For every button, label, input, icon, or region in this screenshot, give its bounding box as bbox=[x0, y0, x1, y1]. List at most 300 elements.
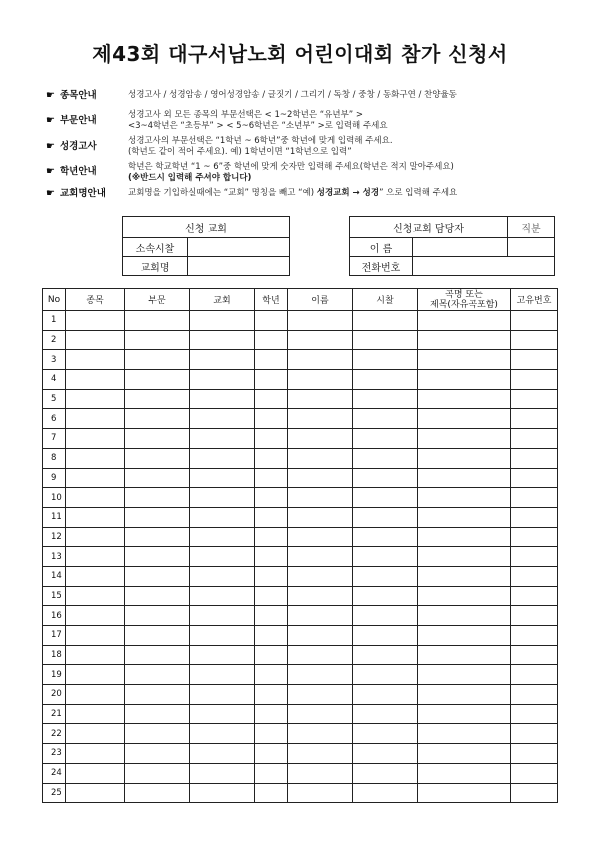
table-cell[interactable] bbox=[125, 429, 190, 449]
church-name-field[interactable] bbox=[188, 257, 290, 276]
table-cell[interactable] bbox=[66, 744, 125, 764]
table-row bbox=[43, 744, 558, 764]
table-cell[interactable] bbox=[255, 547, 288, 567]
row-number: 22 bbox=[43, 724, 66, 744]
table-cell[interactable] bbox=[255, 586, 288, 606]
table-cell[interactable] bbox=[125, 448, 190, 468]
table-cell[interactable] bbox=[288, 645, 353, 665]
table-cell[interactable] bbox=[190, 566, 255, 586]
table-cell[interactable] bbox=[418, 527, 511, 547]
table-cell[interactable] bbox=[353, 409, 418, 429]
row-number: 6 bbox=[43, 409, 66, 429]
table-row bbox=[43, 724, 558, 744]
table-cell[interactable] bbox=[511, 429, 558, 449]
table-cell[interactable] bbox=[418, 763, 511, 783]
table-cell[interactable] bbox=[66, 783, 125, 803]
table-cell[interactable] bbox=[353, 763, 418, 783]
col-division: 부문 bbox=[125, 289, 190, 311]
table-cell[interactable] bbox=[418, 744, 511, 764]
guide-text-emphasis: (※반드시 입력해 주셔야 합니다) bbox=[128, 173, 252, 183]
table-cell[interactable] bbox=[511, 685, 558, 705]
church-info-table bbox=[122, 216, 290, 276]
table-cell[interactable] bbox=[190, 448, 255, 468]
table-cell[interactable] bbox=[125, 783, 190, 803]
row-number: 19 bbox=[43, 665, 66, 685]
table-cell[interactable] bbox=[288, 665, 353, 685]
row-number: 7 bbox=[43, 429, 66, 449]
table-cell[interactable] bbox=[190, 704, 255, 724]
table-cell[interactable] bbox=[66, 763, 125, 783]
table-cell[interactable] bbox=[511, 448, 558, 468]
table-cell[interactable] bbox=[353, 665, 418, 685]
table-cell[interactable] bbox=[288, 409, 353, 429]
table-cell[interactable] bbox=[353, 330, 418, 350]
table-cell[interactable] bbox=[511, 665, 558, 685]
table-cell[interactable] bbox=[418, 586, 511, 606]
col-song-title bbox=[418, 289, 511, 311]
table-cell[interactable] bbox=[125, 704, 190, 724]
table-cell[interactable] bbox=[255, 685, 288, 705]
table-cell[interactable] bbox=[288, 704, 353, 724]
table-cell[interactable] bbox=[418, 547, 511, 567]
table-cell[interactable] bbox=[190, 783, 255, 803]
col-song-title-line1: 곡명 또는 bbox=[445, 289, 483, 300]
table-cell[interactable] bbox=[288, 389, 353, 409]
table-cell[interactable] bbox=[511, 488, 558, 508]
table-cell[interactable] bbox=[255, 311, 288, 331]
table-cell[interactable] bbox=[255, 350, 288, 370]
table-cell[interactable] bbox=[255, 665, 288, 685]
table-cell[interactable] bbox=[255, 763, 288, 783]
table-cell[interactable] bbox=[190, 547, 255, 567]
table-cell[interactable] bbox=[288, 370, 353, 390]
church-name-label: 교회명 bbox=[123, 257, 188, 276]
guide-text-suffix: ” 으로 입력해 주세요 bbox=[379, 188, 458, 198]
table-row bbox=[43, 586, 558, 606]
table-cell[interactable] bbox=[255, 704, 288, 724]
table-cell[interactable] bbox=[353, 448, 418, 468]
table-cell[interactable] bbox=[66, 665, 125, 685]
table-cell[interactable] bbox=[66, 586, 125, 606]
table-cell[interactable] bbox=[353, 311, 418, 331]
table-cell[interactable] bbox=[418, 783, 511, 803]
table-cell[interactable] bbox=[66, 724, 125, 744]
table-cell[interactable] bbox=[66, 704, 125, 724]
table-cell[interactable] bbox=[66, 429, 125, 449]
table-cell[interactable] bbox=[66, 448, 125, 468]
guide-label: 교회명안내 bbox=[60, 188, 106, 199]
guide-text: 성경고사 / 성경암송 / 영어성경암송 / 글짓기 / 그리기 / 독창 / 중창 / 동화구연 / 찬양율동 bbox=[128, 90, 457, 100]
table-cell[interactable] bbox=[255, 448, 288, 468]
table-cell[interactable] bbox=[255, 527, 288, 547]
table-cell[interactable] bbox=[255, 330, 288, 350]
table-cell[interactable] bbox=[125, 566, 190, 586]
table-cell[interactable] bbox=[353, 507, 418, 527]
table-row bbox=[43, 448, 558, 468]
table-cell[interactable] bbox=[190, 626, 255, 646]
table-cell[interactable] bbox=[511, 468, 558, 488]
guide-text: 학년은 학교학년 “1 ~ 6”중 학년에 맞게 숫자만 입력해 주세요(학년은 적지 말아주세요) bbox=[128, 162, 454, 172]
table-cell[interactable] bbox=[511, 370, 558, 390]
table-cell[interactable] bbox=[255, 724, 288, 744]
table-cell[interactable] bbox=[190, 763, 255, 783]
table-row bbox=[43, 606, 558, 626]
table-cell[interactable] bbox=[288, 547, 353, 567]
contact-phone-field[interactable] bbox=[413, 257, 555, 276]
table-cell[interactable] bbox=[353, 606, 418, 626]
table-cell[interactable] bbox=[288, 724, 353, 744]
table-cell[interactable] bbox=[255, 488, 288, 508]
table-cell[interactable] bbox=[511, 645, 558, 665]
table-cell[interactable] bbox=[353, 350, 418, 370]
table-cell[interactable] bbox=[125, 311, 190, 331]
table-cell[interactable] bbox=[255, 507, 288, 527]
pointing-hand-icon: ☛ bbox=[46, 188, 55, 199]
table-cell[interactable] bbox=[125, 468, 190, 488]
table-cell[interactable] bbox=[190, 586, 255, 606]
table-cell[interactable] bbox=[288, 606, 353, 626]
col-grade: 학년 bbox=[255, 289, 288, 311]
table-cell[interactable] bbox=[511, 547, 558, 567]
table-cell[interactable] bbox=[190, 350, 255, 370]
guide-church bbox=[46, 188, 566, 200]
table-cell[interactable] bbox=[288, 586, 353, 606]
table-cell[interactable] bbox=[125, 409, 190, 429]
table-row bbox=[43, 685, 558, 705]
guide-text-prefix: 교회명을 기입하실때에는 “교회” 명칭을 빼고 “예) bbox=[128, 188, 317, 198]
church-info-header: 신청 교회 bbox=[123, 217, 290, 238]
table-cell[interactable] bbox=[418, 330, 511, 350]
table-cell[interactable] bbox=[125, 665, 190, 685]
table-cell[interactable] bbox=[125, 488, 190, 508]
guide-text: <3~4학년은 “초등부” > < 5~6학년은 “소년부” >로 입력해 주세요 bbox=[128, 121, 388, 131]
table-cell[interactable] bbox=[353, 724, 418, 744]
table-cell[interactable] bbox=[418, 507, 511, 527]
table-cell[interactable] bbox=[353, 547, 418, 567]
row-number: 10 bbox=[43, 488, 66, 508]
table-cell[interactable] bbox=[288, 429, 353, 449]
table-row bbox=[43, 626, 558, 646]
table-cell[interactable] bbox=[288, 350, 353, 370]
table-cell[interactable] bbox=[125, 370, 190, 390]
table-cell[interactable] bbox=[255, 566, 288, 586]
table-cell[interactable] bbox=[511, 389, 558, 409]
table-cell[interactable] bbox=[288, 330, 353, 350]
table-row bbox=[43, 527, 558, 547]
contact-info-header: 신청교회 담당자 bbox=[350, 217, 508, 238]
table-row bbox=[43, 704, 558, 724]
table-cell[interactable] bbox=[190, 409, 255, 429]
table-cell[interactable] bbox=[66, 645, 125, 665]
table-cell[interactable] bbox=[353, 744, 418, 764]
table-cell[interactable] bbox=[66, 566, 125, 586]
guide-grade bbox=[46, 162, 566, 184]
table-row bbox=[43, 370, 558, 390]
guide-label: 부문안내 bbox=[60, 115, 97, 126]
table-row bbox=[43, 389, 558, 409]
table-row bbox=[43, 507, 558, 527]
table-row bbox=[43, 330, 558, 350]
table-row bbox=[43, 350, 558, 370]
row-number: 13 bbox=[43, 547, 66, 567]
table-cell[interactable] bbox=[511, 350, 558, 370]
guide-label: 학년안내 bbox=[60, 166, 97, 177]
guide-division bbox=[46, 110, 566, 132]
table-cell[interactable] bbox=[66, 389, 125, 409]
table-cell[interactable] bbox=[288, 488, 353, 508]
table-cell[interactable] bbox=[125, 626, 190, 646]
table-cell[interactable] bbox=[418, 311, 511, 331]
table-cell[interactable] bbox=[353, 468, 418, 488]
table-cell[interactable] bbox=[66, 606, 125, 626]
table-cell[interactable] bbox=[418, 665, 511, 685]
table-cell[interactable] bbox=[511, 507, 558, 527]
table-cell[interactable] bbox=[125, 645, 190, 665]
row-number: 12 bbox=[43, 527, 66, 547]
table-cell[interactable] bbox=[190, 527, 255, 547]
table-cell[interactable] bbox=[66, 547, 125, 567]
pointing-hand-icon: ☛ bbox=[46, 166, 55, 177]
table-cell[interactable] bbox=[418, 645, 511, 665]
table-cell[interactable] bbox=[66, 507, 125, 527]
table-cell[interactable] bbox=[288, 626, 353, 646]
contact-info-table bbox=[349, 216, 555, 276]
table-row bbox=[43, 566, 558, 586]
table-row bbox=[43, 409, 558, 429]
guide-label: 종목안내 bbox=[60, 90, 97, 101]
table-cell[interactable] bbox=[288, 783, 353, 803]
table-cell[interactable] bbox=[288, 685, 353, 705]
table-row bbox=[43, 468, 558, 488]
table-cell[interactable] bbox=[255, 409, 288, 429]
row-number: 15 bbox=[43, 586, 66, 606]
entry-table bbox=[42, 288, 558, 803]
table-cell[interactable] bbox=[418, 704, 511, 724]
pointing-hand-icon: ☛ bbox=[46, 90, 55, 101]
table-cell[interactable] bbox=[288, 527, 353, 547]
table-cell[interactable] bbox=[190, 685, 255, 705]
table-cell[interactable] bbox=[418, 409, 511, 429]
row-number: 21 bbox=[43, 704, 66, 724]
table-cell[interactable] bbox=[125, 763, 190, 783]
table-cell[interactable] bbox=[66, 488, 125, 508]
table-cell[interactable] bbox=[353, 704, 418, 724]
table-cell[interactable] bbox=[511, 783, 558, 803]
guide-text: 성경고사의 부문선택은 “1학년 ~ 6학년”중 학년에 맞게 입력해 주세요. bbox=[128, 136, 393, 146]
table-cell[interactable] bbox=[125, 507, 190, 527]
table-cell[interactable] bbox=[418, 350, 511, 370]
table-cell[interactable] bbox=[125, 547, 190, 567]
pointing-hand-icon: ☛ bbox=[46, 115, 55, 126]
table-cell[interactable] bbox=[418, 626, 511, 646]
table-cell[interactable] bbox=[125, 586, 190, 606]
table-cell[interactable] bbox=[418, 448, 511, 468]
table-row bbox=[43, 645, 558, 665]
table-cell[interactable] bbox=[288, 566, 353, 586]
col-church: 교회 bbox=[190, 289, 255, 311]
table-cell[interactable] bbox=[190, 645, 255, 665]
row-number: 24 bbox=[43, 763, 66, 783]
table-row bbox=[43, 783, 558, 803]
table-cell[interactable] bbox=[288, 507, 353, 527]
table-cell[interactable] bbox=[66, 409, 125, 429]
table-cell[interactable] bbox=[353, 527, 418, 547]
contact-name-label: 이 름 bbox=[350, 238, 413, 257]
row-number: 2 bbox=[43, 330, 66, 350]
row-number: 9 bbox=[43, 468, 66, 488]
table-cell[interactable] bbox=[125, 685, 190, 705]
table-cell[interactable] bbox=[255, 468, 288, 488]
table-cell[interactable] bbox=[511, 763, 558, 783]
table-cell[interactable] bbox=[353, 626, 418, 646]
col-id: 고유번호 bbox=[511, 289, 558, 311]
row-number: 16 bbox=[43, 606, 66, 626]
row-number: 14 bbox=[43, 566, 66, 586]
table-cell[interactable] bbox=[255, 744, 288, 764]
table-cell[interactable] bbox=[190, 370, 255, 390]
table-cell[interactable] bbox=[511, 704, 558, 724]
table-cell[interactable] bbox=[190, 606, 255, 626]
table-cell[interactable] bbox=[255, 783, 288, 803]
affiliation-label: 소속시찰 bbox=[123, 238, 188, 257]
row-number: 23 bbox=[43, 744, 66, 764]
table-cell[interactable] bbox=[353, 389, 418, 409]
table-cell[interactable] bbox=[66, 350, 125, 370]
row-number: 17 bbox=[43, 626, 66, 646]
table-cell[interactable] bbox=[418, 429, 511, 449]
table-cell[interactable] bbox=[511, 566, 558, 586]
table-cell[interactable] bbox=[190, 389, 255, 409]
guide-text: 성경고사 외 모든 종목의 부문선택은 < 1~2학년은 “유년부” > bbox=[128, 110, 364, 120]
table-cell[interactable] bbox=[190, 429, 255, 449]
table-cell[interactable] bbox=[125, 389, 190, 409]
table-cell[interactable] bbox=[511, 724, 558, 744]
table-cell[interactable] bbox=[190, 488, 255, 508]
row-number: 18 bbox=[43, 645, 66, 665]
table-cell[interactable] bbox=[66, 370, 125, 390]
table-cell[interactable] bbox=[353, 566, 418, 586]
table-cell[interactable] bbox=[418, 468, 511, 488]
page-title: 제43회 대구서남노회 어린이대회 참가 신청서 bbox=[92, 42, 508, 66]
guide-event bbox=[46, 90, 566, 102]
table-cell[interactable] bbox=[511, 586, 558, 606]
table-row bbox=[43, 665, 558, 685]
col-no: No bbox=[43, 289, 66, 311]
table-cell[interactable] bbox=[190, 311, 255, 331]
table-cell[interactable] bbox=[190, 468, 255, 488]
table-cell[interactable] bbox=[353, 586, 418, 606]
table-cell[interactable] bbox=[190, 724, 255, 744]
table-cell[interactable] bbox=[511, 311, 558, 331]
row-number: 20 bbox=[43, 685, 66, 705]
table-cell[interactable] bbox=[66, 468, 125, 488]
table-cell[interactable] bbox=[353, 429, 418, 449]
guide-label: 성경고사 bbox=[60, 141, 97, 152]
table-cell[interactable] bbox=[125, 724, 190, 744]
table-cell[interactable] bbox=[255, 370, 288, 390]
table-cell[interactable] bbox=[511, 527, 558, 547]
col-district: 시찰 bbox=[353, 289, 418, 311]
row-number: 3 bbox=[43, 350, 66, 370]
table-row bbox=[43, 429, 558, 449]
table-cell[interactable] bbox=[353, 370, 418, 390]
table-cell[interactable] bbox=[288, 311, 353, 331]
table-cell[interactable] bbox=[511, 409, 558, 429]
table-cell[interactable] bbox=[288, 468, 353, 488]
table-cell[interactable] bbox=[125, 606, 190, 626]
row-number: 1 bbox=[43, 311, 66, 331]
table-cell[interactable] bbox=[255, 389, 288, 409]
table-cell[interactable] bbox=[418, 606, 511, 626]
guide-text-emphasis: 성경교회 → 성경 bbox=[316, 188, 380, 198]
guide-bible-exam bbox=[46, 136, 566, 158]
table-cell[interactable] bbox=[511, 626, 558, 646]
table-cell[interactable] bbox=[190, 744, 255, 764]
table-cell[interactable] bbox=[255, 626, 288, 646]
table-cell[interactable] bbox=[125, 350, 190, 370]
position-label: 직분 bbox=[508, 217, 555, 238]
table-cell[interactable] bbox=[418, 488, 511, 508]
table-cell[interactable] bbox=[255, 645, 288, 665]
table-cell[interactable] bbox=[353, 685, 418, 705]
col-event: 종목 bbox=[66, 289, 125, 311]
affiliation-field[interactable] bbox=[188, 238, 290, 257]
row-number: 8 bbox=[43, 448, 66, 468]
table-cell[interactable] bbox=[353, 645, 418, 665]
table-cell[interactable] bbox=[418, 724, 511, 744]
col-name: 이름 bbox=[288, 289, 353, 311]
table-row bbox=[43, 311, 558, 331]
table-cell[interactable] bbox=[255, 429, 288, 449]
table-cell[interactable] bbox=[288, 744, 353, 764]
table-cell[interactable] bbox=[190, 665, 255, 685]
table-cell[interactable] bbox=[418, 370, 511, 390]
table-row bbox=[43, 547, 558, 567]
table-cell[interactable] bbox=[66, 311, 125, 331]
row-number: 11 bbox=[43, 507, 66, 527]
col-song-title-line2: 제목(자유곡포함) bbox=[430, 299, 498, 310]
contact-phone-label: 전화번호 bbox=[350, 257, 413, 276]
table-cell[interactable] bbox=[418, 389, 511, 409]
table-cell[interactable] bbox=[353, 488, 418, 508]
guide-text bbox=[128, 188, 457, 199]
row-number: 25 bbox=[43, 783, 66, 803]
contact-name-field[interactable] bbox=[413, 238, 508, 257]
table-cell[interactable] bbox=[511, 606, 558, 626]
table-cell[interactable] bbox=[66, 527, 125, 547]
row-number: 4 bbox=[43, 370, 66, 390]
table-cell[interactable] bbox=[190, 330, 255, 350]
table-cell[interactable] bbox=[125, 744, 190, 764]
table-cell[interactable] bbox=[66, 330, 125, 350]
row-number: 5 bbox=[43, 389, 66, 409]
table-cell[interactable] bbox=[190, 507, 255, 527]
table-cell[interactable] bbox=[353, 783, 418, 803]
table-cell[interactable] bbox=[66, 626, 125, 646]
table-cell[interactable] bbox=[66, 685, 125, 705]
table-cell[interactable] bbox=[418, 685, 511, 705]
table-cell[interactable] bbox=[125, 330, 190, 350]
table-cell[interactable] bbox=[125, 527, 190, 547]
position-field[interactable] bbox=[508, 238, 555, 257]
table-cell[interactable] bbox=[418, 566, 511, 586]
guide-text: (학년도 같이 적어 주세요). 예) 1학년이면 “1학년으로 입력” bbox=[128, 147, 352, 157]
table-cell[interactable] bbox=[511, 744, 558, 764]
table-cell[interactable] bbox=[288, 763, 353, 783]
table-cell[interactable] bbox=[288, 448, 353, 468]
table-cell[interactable] bbox=[255, 606, 288, 626]
table-cell[interactable] bbox=[511, 330, 558, 350]
